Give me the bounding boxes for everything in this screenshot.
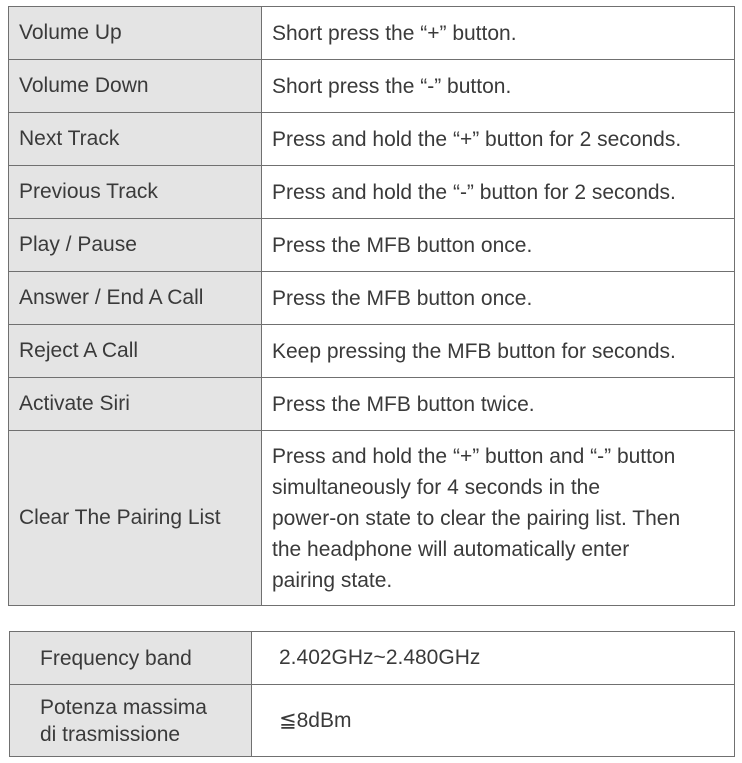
controls-table bbox=[8, 6, 735, 606]
action-description bbox=[262, 60, 735, 113]
table-row bbox=[10, 685, 735, 757]
description-line: simultaneously for 4 seconds in the bbox=[272, 475, 601, 499]
function-label: Answer / End A Call bbox=[9, 272, 262, 325]
action-description bbox=[262, 7, 735, 60]
table-row bbox=[9, 378, 735, 431]
table-row bbox=[9, 219, 735, 272]
description-line: Press the MFB button once. bbox=[272, 233, 533, 257]
table-row bbox=[9, 325, 735, 378]
table-row bbox=[10, 632, 735, 685]
description-line: Press the MFB button twice. bbox=[272, 392, 535, 416]
table-row bbox=[9, 7, 735, 60]
action-description bbox=[262, 378, 735, 431]
description-line: Press and hold the “+” button and “-” button bbox=[272, 444, 676, 468]
spec-value: 2.402GHz~2.480GHz bbox=[252, 632, 735, 685]
function-label: Clear The Pairing List bbox=[9, 431, 262, 606]
spec-label bbox=[10, 685, 252, 757]
spec-label-line: Frequency band bbox=[40, 646, 192, 670]
action-description bbox=[262, 272, 735, 325]
specs-table bbox=[9, 631, 735, 757]
spec-value: ≦8dBm bbox=[252, 685, 735, 757]
description-line: Press and hold the “-” button for 2 seconds. bbox=[272, 180, 676, 204]
function-label: Play / Pause bbox=[9, 219, 262, 272]
action-description bbox=[262, 166, 735, 219]
spec-label-line: Potenza massima bbox=[40, 695, 207, 719]
table-row bbox=[9, 166, 735, 219]
function-label: Reject A Call bbox=[9, 325, 262, 378]
table-row bbox=[9, 431, 735, 606]
function-label: Activate Siri bbox=[9, 378, 262, 431]
table-row bbox=[9, 272, 735, 325]
spec-label bbox=[10, 632, 252, 685]
action-description bbox=[262, 431, 735, 606]
description-line: pairing state. bbox=[272, 568, 393, 592]
action-description bbox=[262, 219, 735, 272]
action-description bbox=[262, 113, 735, 166]
description-line: Keep pressing the MFB button for seconds. bbox=[272, 339, 676, 363]
table-row bbox=[9, 60, 735, 113]
description-line: Short press the “-” button. bbox=[272, 74, 512, 98]
description-line: power-on state to clear the pairing list. Then bbox=[272, 506, 681, 530]
function-label: Previous Track bbox=[9, 166, 262, 219]
table-row bbox=[9, 113, 735, 166]
function-label: Volume Up bbox=[9, 7, 262, 60]
action-description bbox=[262, 325, 735, 378]
description-line: the headphone will automatically enter bbox=[272, 537, 630, 561]
spec-label-line: di trasmissione bbox=[40, 722, 181, 746]
function-label: Volume Down bbox=[9, 60, 262, 113]
description-line: Press and hold the “+” button for 2 seconds. bbox=[272, 127, 682, 151]
function-label: Next Track bbox=[9, 113, 262, 166]
description-line: Short press the “+” button. bbox=[272, 21, 517, 45]
description-line: Press the MFB button once. bbox=[272, 286, 533, 310]
